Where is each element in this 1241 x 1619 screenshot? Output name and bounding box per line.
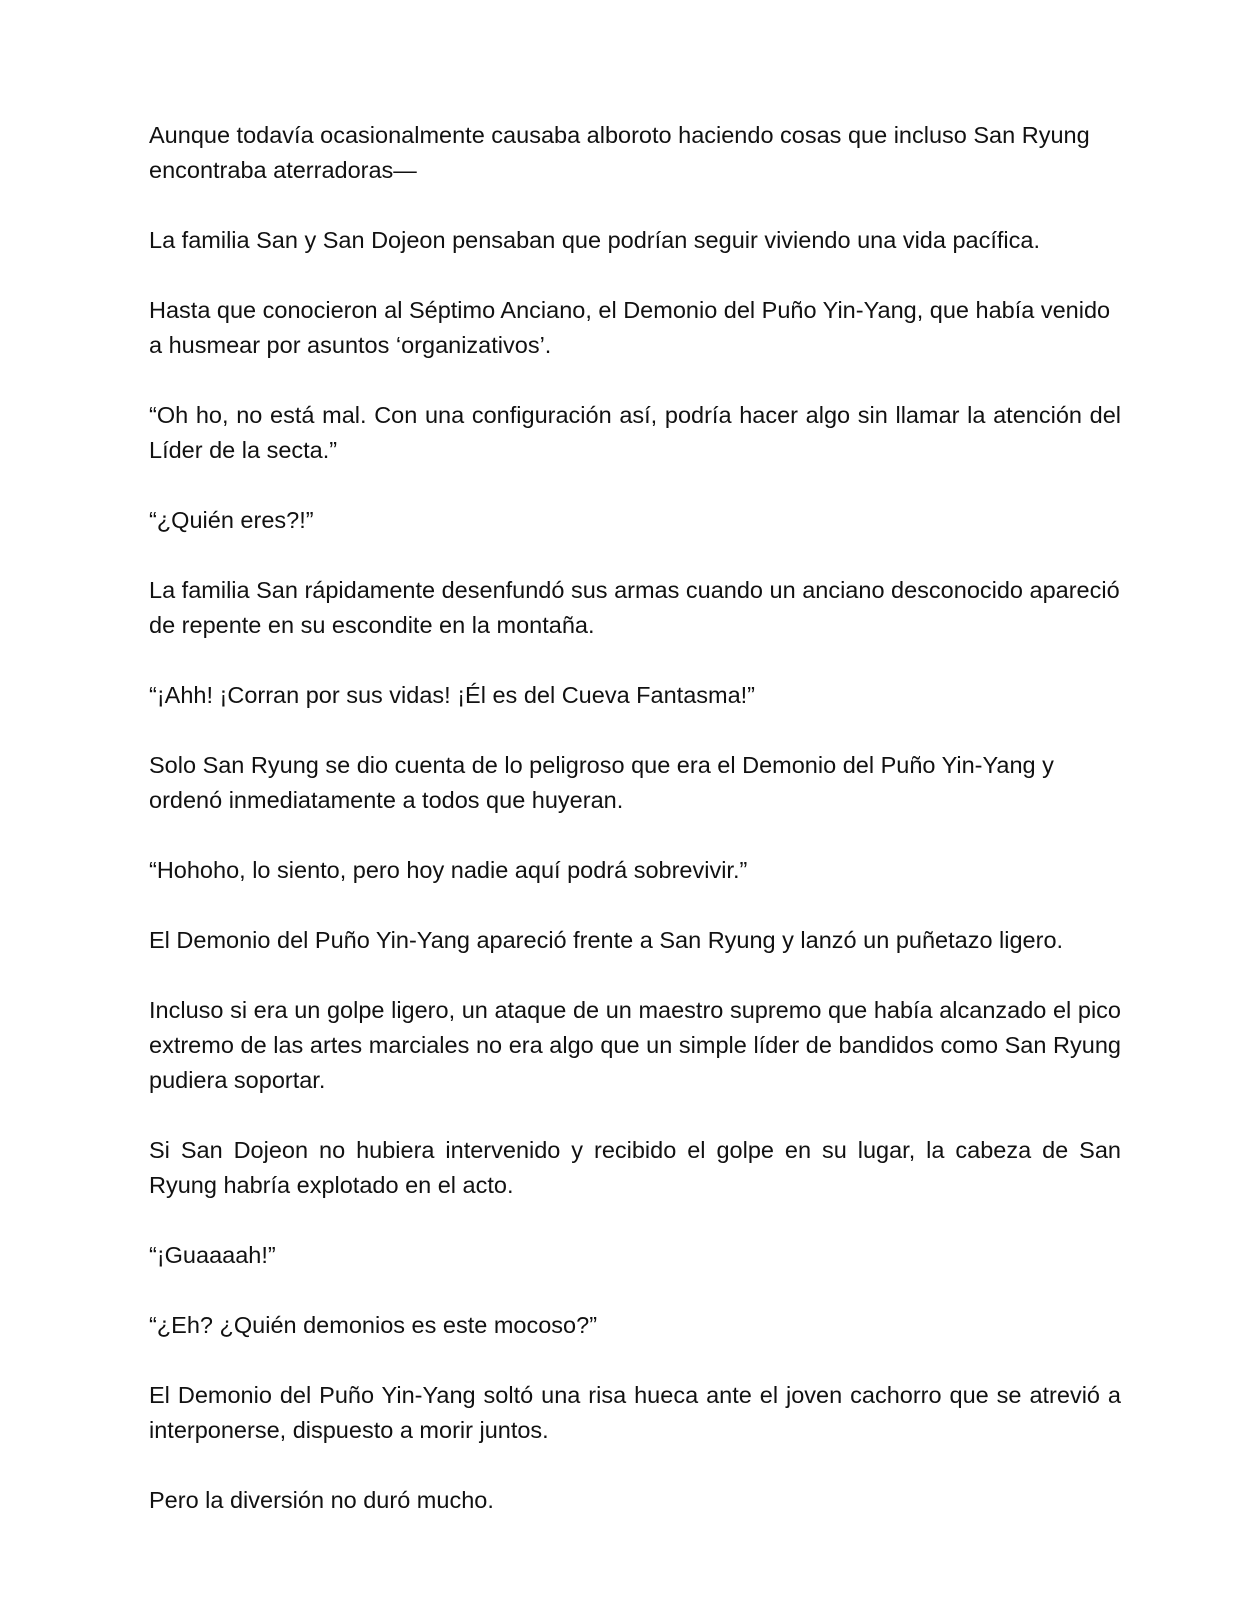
paragraph-7: “¡Ahh! ¡Corran por sus vidas! ¡Él es del Cueva Fantasma!” — [149, 682, 756, 708]
paragraph-15: El Demonio del Puño Yin-Yang soltó una risa hueca ante el joven cachorro que se atrevió a interponerse, dispuesto a morir juntos. — [149, 1382, 1121, 1443]
document-body — [149, 118, 1121, 1553]
paragraph-5: “¿Quién eres?!” — [149, 507, 314, 533]
paragraph-11: Incluso si era un golpe ligero, un ataque de un maestro supremo que había alcanzado el pico extremo de las artes marciales no era algo que un simple líder de bandidos como San Ryung pudiera soportar. — [149, 997, 1121, 1093]
paragraph-9: “Hohoho, lo siento, pero hoy nadie aquí podrá sobrevivir.” — [149, 857, 748, 883]
paragraph-13: “¡Guaaaah!” — [149, 1242, 276, 1268]
paragraph-14: “¿Eh? ¿Quién demonios es este mocoso?” — [149, 1312, 598, 1338]
paragraph-16: Pero la diversión no duró mucho. — [149, 1487, 494, 1513]
paragraph-8: Solo San Ryung se dio cuenta de lo peligroso que era el Demonio del Puño Yin-Yang y ordenó inmediatamente a todos que huyeran. — [149, 752, 1054, 813]
paragraph-2: La familia San y San Dojeon pensaban que podrían seguir viviendo una vida pacífica. — [149, 227, 1040, 253]
paragraph-4: “Oh ho, no está mal. Con una configuración así, podría hacer algo sin llamar la atención del Líder de la secta.” — [149, 402, 1121, 463]
paragraph-6: La familia San rápidamente desenfundó sus armas cuando un anciano desconocido apareció de repente en su escondite en la montaña. — [149, 577, 1120, 638]
paragraph-1: Aunque todavía ocasionalmente causaba alboroto haciendo cosas que incluso San Ryung encontraba aterradoras— — [149, 122, 1090, 183]
paragraph-3: Hasta que conocieron al Séptimo Anciano, el Demonio del Puño Yin-Yang, que había venido a husmear por asuntos ‘organizativos’. — [149, 297, 1111, 358]
paragraph-12: Si San Dojeon no hubiera intervenido y recibido el golpe en su lugar, la cabeza de San Ryung habría explotado en el acto. — [149, 1137, 1121, 1198]
paragraph-10: El Demonio del Puño Yin-Yang apareció frente a San Ryung y lanzó un puñetazo ligero. — [149, 927, 1064, 953]
